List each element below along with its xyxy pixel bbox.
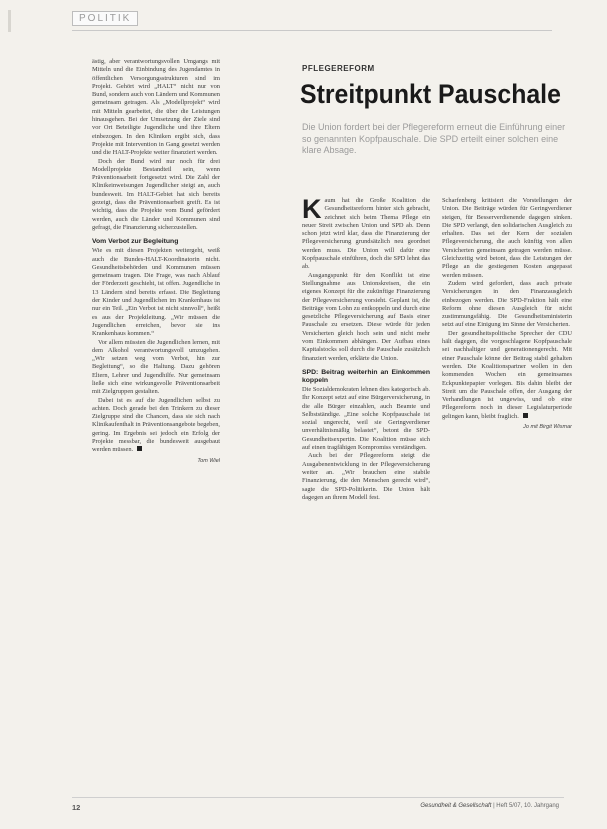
subheading: SPD: Beitrag weiterhin an Einkommen koppeln xyxy=(302,368,430,384)
scan-edge-mark xyxy=(8,10,11,32)
footer-divider xyxy=(72,797,564,798)
lead-paragraph xyxy=(302,197,430,272)
body-paragraph: Vor allem müssten die Jugendlichen lernen, mit dem Alkohol verantwortungsvoll umzugehen. „Wir setzen weg vom Verbot, hin zur Begleitung“, so die Haltung. Dazu gehören Eltern, Lehrer und Jugendhilfe. Nur gemeinsam ließe sich eine wirkungsvolle Präventionsarbeit mit Zielgruppen gestalten. xyxy=(92,338,220,396)
section-label: POLITIK xyxy=(72,11,138,26)
column-left xyxy=(92,58,220,758)
body-paragraph xyxy=(442,330,572,421)
publication-line xyxy=(420,803,559,809)
body-paragraph: ästig, aber verantwortungsvollen Umgangs mit Mitteln und die Einbindung des Jugendamtes in öffentlichen Versorgungsstrukturen sind im Projekt. Gehört wird „HALT“ nicht nur von Bund, sondern auch von Ländern und Kommunen gemeinsam getragen. Als „Modellprojekt“ wird mit Mitteln gearbeitet, die über die Leistungen hinausgehen. Bei der Umsetzung der Ziele sind vor Ort Beteiligte Jugendliche und ihre Eltern einbezogen. In den Kliniken ergibt sich, dass Projekte mit Intervention in Gang gesetzt werden und die HALT-Projekte weiter finanziert werden. xyxy=(92,58,220,157)
header-divider xyxy=(72,30,552,31)
article-kicker: PFLEGEREFORM xyxy=(302,64,375,73)
column-middle xyxy=(302,197,430,763)
body-paragraph xyxy=(92,397,220,455)
end-of-article-mark xyxy=(523,413,528,418)
body-paragraph: Scharfenberg kritisiert die Vorstellungen der Union. Die Beiträge würden für Geringverdiener steigen, für Besserverdienende dagegen sinken. Die SPD verlangt, den solidarischen Ausgleich zu erhalten. Das sei der Kern der sozialen Pflegeversicherung, die auch künftig von allen Versicherten gemeinsam getragen werden müsse. Gleichzeitig wird betont, dass die Leistungen der Pflege an die gestiegenen Kosten angepasst werden müssen. xyxy=(442,197,572,279)
page-number: 12 xyxy=(72,803,81,812)
author-credit: Tom Wiel xyxy=(197,457,220,464)
column-right xyxy=(442,197,572,763)
drop-cap: K xyxy=(302,197,322,224)
subheading: Vom Verbot zur Begleitung xyxy=(92,238,179,246)
lead-text: aum hat die Große Koalition die Gesundheitsreform hinter sich gebracht, zeichnet sich beim Thema Pflege ein neuer Streit zwischen Union und SPD ab. Denn schon jetzt wird klar, dass die Finanzierung der Pflegeversicherung grundsätzlich neu geordnet werden muss. Die Union will dafür eine Kopfpauschale einführen, doch die SPD lehnt das ab. xyxy=(302,197,430,271)
publication-name: Gesundheit & Gesellschaft xyxy=(420,803,492,809)
body-text: Dabei ist es auf die Jugendlichen selbst zu achten. Doch gerade bei den Trinkern zu dieser Zielgruppe sind die Chancen, dass sie sich nach Klinikaufenthalt in Präventionsangebote begeben, gering. Im Ergebnis sei jedoch ein Erfolg der Projekte messbar, die bundesweit ausgebaut werden müssen. xyxy=(92,396,220,454)
body-text: Der gesundheitspolitische Sprecher der CDU hält dagegen, die vorgeschlagene Kopfpauschale sei nachhaltiger und generationengerecht. Mit einer Pauschale könne der Beitrag stabil gehalten werden. Die Koalitionspartner wollen in den kommenden Wochen ein gemeinsames Eckpunktepapier vorlegen. Bis dahin bleibt der Streit um die Pauschale offen, der Ausgang der Verhandlungen ist ungewiss, und ob eine Pflegereform noch in dieser Legislaturperiode gelingen kann, bleibt fraglich. xyxy=(442,329,572,420)
body-paragraph: Doch der Bund wird nur noch für drei Modellprojekte Bestandteil sein, wenn Präventionsarbeit fortgesetzt wird. Die Zahl der Klinikeinweisungen Jugendlicher steigt an, auch bundesweit. Im HALT-Gebiet hat sich bereits gezeigt, dass die Präventionsarbeit greift. Es ist wichtig, dass die Projekte vom Bund gefördert werden, auch die Länder und Kommunen sind gefragt, die Finanzierung sicherzustellen. xyxy=(92,157,220,231)
body-paragraph: Die Sozialdemokraten lehnen dies kategorisch ab. Ihr Konzept setzt auf eine Bürgerversicherung, in die alle Bürger einzahlen, auch Beamte und Selbstständige. „Eine solche Kopfpauschale ist sozial ungerecht, weil sie Geringverdiener unverhältnismäßig belastet“, betont die SPD-Gesundheitsexpertin. Die Koalition müsse sich auf einen tragfähigen Kompromiss verständigen. xyxy=(302,385,430,452)
body-paragraph: Zudem wird gefordert, dass auch private Versicherungen in den Finanzausgleich einbezogen werden. Die SPD-Fraktion hält eine Reform ohne diesen Ausgleich für nicht zustimmungsfähig. Die Gesundheitsministerin setzt auf eine Einigung im Sinne der Versicherten. xyxy=(442,279,572,329)
article-headline: Streitpunkt Pauschale xyxy=(300,79,561,109)
issue-info: | Heft 5/07, 10. Jahrgang xyxy=(493,803,559,809)
author-credit: Jo mit Birgit Wismar xyxy=(523,424,572,431)
article-teaser: Die Union fordert bei der Pflegereform erneut die Einführung einer so genannten Kopfpauschale. Die SPD erteilt einer solchen eine klare Absage. xyxy=(302,122,566,155)
body-paragraph: Ausgangspunkt für den Konflikt ist eine Stellungnahme aus Unionskreisen, die ein eigenes Konzept für die zukünftige Finanzierung der Pflegeversicherung vorsieht. Geplant ist, die Beiträge vom Lohn zu entkoppeln und durch eine gesetzliche Pflegeversicherung auf Basis einer Pauschale zu ersetzen. Diese würde für jeden Versicherten gleich hoch sein und nicht mehr vom Einkommen abhängen. Der Aufbau eines Kapitalstocks soll durch die Pauschale zusätzlich finanziert werden, erklärte die Union. xyxy=(302,271,430,362)
body-paragraph: Auch bei der Pflegereform steigt die Ausgabenentwicklung in der Pflegeversicherung weiter an. „Wir brauchen eine stabile Finanzierung, die den Menschen gerecht wird“, sagte die SPD-Politikerin. Die Union hält dagegen an ihrem Modell fest. xyxy=(302,452,430,501)
body-paragraph: Wie es mit diesen Projekten weitergeht, weiß auch die Bundes-HALT-Koordinatorin nicht. Gesundheitsbehörden und Kommunen müssen gemeinsam tragen. Die Frage, was nach Ablauf der Förderzeit geschieht, ist offen. Jugendliche in 13 Ländern sind bereits erfasst. Die Begleitung der Kinder und Jugendlichen im Krankenhaus ist nur ein Teil. „Ein Verbot ist nicht sinnvoll“, heißt es aus der Projektleitung. „Wir müssen die Jugendlichen erreichen, bevor sie ins Krankenhaus kommen.“ xyxy=(92,247,220,338)
end-of-article-mark xyxy=(137,446,142,451)
